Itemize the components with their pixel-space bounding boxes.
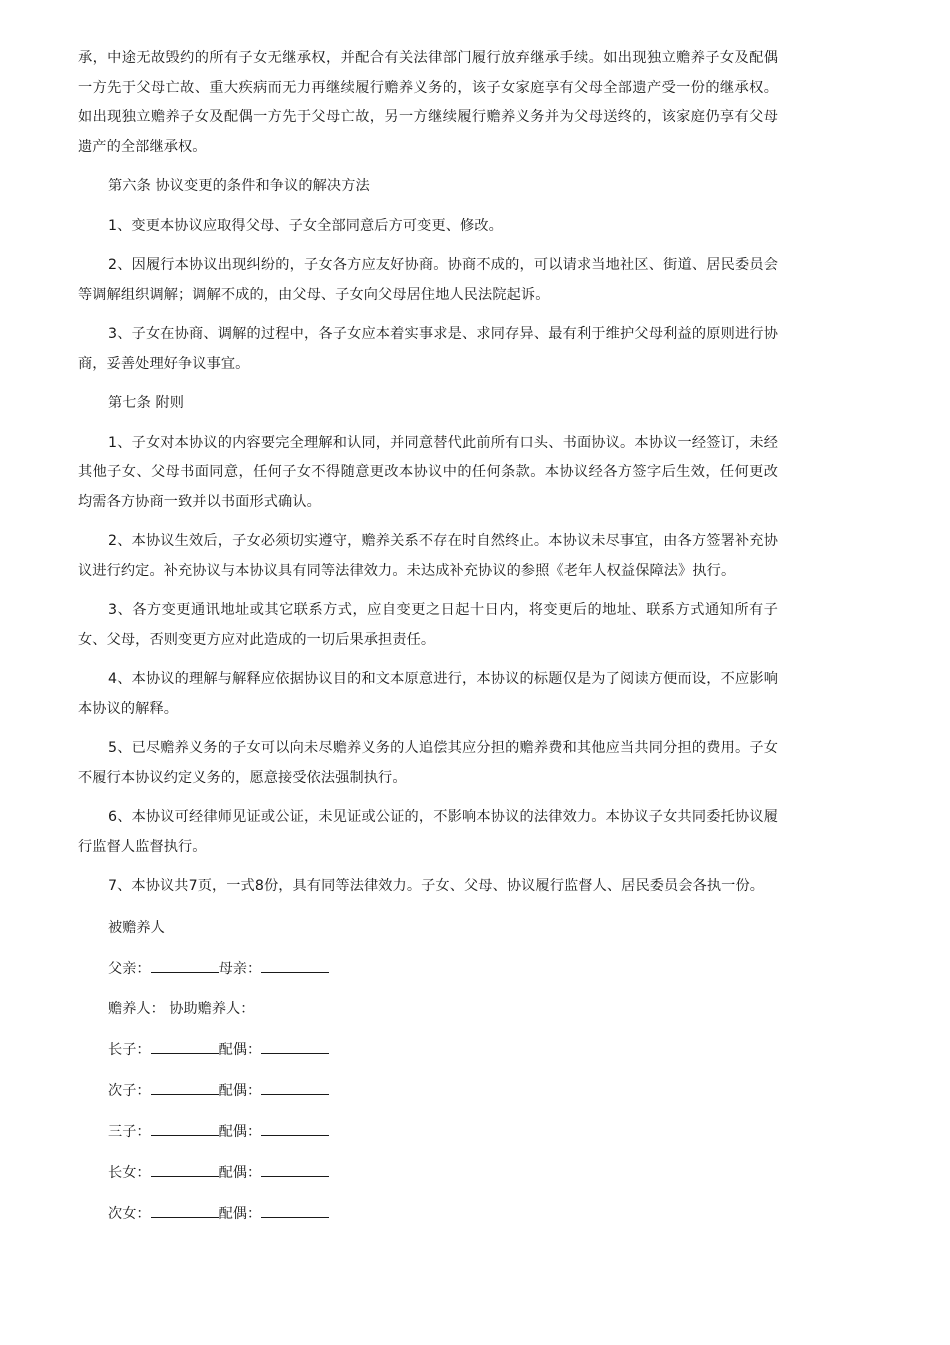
spouse-label: 配偶： (218, 1205, 262, 1222)
article-seven-clause-3: 3、各方变更通讯地址或其它联系方式，应自变更之日起十日内，将变更后的地址、联系方式通知所有子女、父母，否则变更方应对此造成的一切后果承担责任。 (78, 602, 778, 648)
article-six-heading: 第六条 协议变更的条件和争议的解决方法 (108, 178, 370, 194)
article-seven-clause-5: 5、已尽赡养义务的子女可以向未尽赡养义务的人追偿其应分担的赡养费和其他应当共同分担的费用。子女不履行本协议约定义务的，愿意接受依法强制执行。 (78, 740, 778, 786)
spouse-label: 配偶： (218, 1041, 262, 1058)
father-label: 父亲： (108, 960, 151, 977)
spouse-label: 配偶： (218, 1164, 262, 1181)
third-son-signature-blank (151, 1121, 219, 1136)
signature-row-second-daughter (108, 1203, 778, 1224)
article-seven-clause-2: 2、本协议生效后，子女必须切实遵守，赡养关系不存在时自然终止。本协议未尽事宜，由各方签署补充协议进行约定。补充协议与本协议具有同等法律效力。未达成补充协议的参照《老年人权益保障法》执行。 (78, 533, 778, 579)
signature-row-eldest-daughter (108, 1162, 778, 1183)
eldest-daughter-signature-blank (151, 1162, 219, 1177)
spouse-signature-blank (261, 1039, 329, 1054)
second-son-signature-blank (151, 1080, 219, 1095)
spouse-label: 配偶： (218, 1082, 262, 1099)
article-six-clause-2: 2、因履行本协议出现纠纷的，子女各方应友好协商。协商不成的，可以请求当地社区、街道、居民委员会等调解组织调解；调解不成的，由父母、子女向父母居住地人民法院起诉。 (78, 257, 778, 303)
article-seven-clause-6: 6、本协议可经律师见证或公证，未见证或公证的，不影响本协议的法律效力。本协议子女共同委托协议履行监督人监督执行。 (78, 809, 778, 855)
father-signature-blank (151, 958, 219, 973)
supported-persons-label: 被赡养人 (108, 919, 165, 936)
eldest-son-signature-blank (151, 1039, 219, 1054)
second-daughter-label: 次女： (108, 1205, 151, 1222)
signature-row-eldest-son (108, 1039, 778, 1060)
second-son-label: 次子： (108, 1082, 151, 1099)
spouse-signature-blank (261, 1080, 329, 1095)
parents-signature-line (108, 958, 778, 979)
assistant-supporter-label: 协助赡养人： (169, 1000, 255, 1017)
article-six-clause-1: 1、变更本协议应取得父母、子女全部同意后方可变更、修改。 (108, 217, 503, 234)
article-seven-clause-4: 4、本协议的理解与解释应依据协议目的和文本原意进行，本协议的标题仅是为了阅读方便而设，不应影响本协议的解释。 (78, 671, 778, 717)
supporter-label: 赡养人： (108, 1000, 165, 1017)
supported-persons-heading (108, 918, 778, 938)
document-page (78, 44, 778, 1244)
article-seven-clause-1: 1、子女对本协议的内容要完全理解和认同，并同意替代此前所有口头、书面协议。本协议一经签订，未经其他子女、父母书面同意，任何子女不得随意更改本协议中的任何条款。本协议经各方签字后生效，任何更改均需各方协商一致并以书面形式确认。 (78, 434, 778, 510)
article-six-clause-3: 3、子女在协商、调解的过程中，各子女应本着实事求是、求同存异、最有利于维护父母利益的原则进行协商，妥善处理好争议事宜。 (78, 326, 778, 372)
eldest-daughter-label: 长女： (108, 1164, 151, 1181)
spouse-signature-blank (261, 1121, 329, 1136)
third-son-label: 三子： (108, 1123, 151, 1140)
paragraph-continuation: 承，中途无故毁约的所有子女无继承权，并配合有关法律部门履行放弃继承手续。如出现独立赡养子女及配偶一方先于父母亡故、重大疾病而无力再继续履行赡养义务的，该子女家庭享有父母全部遗产受一份的继承权。如出现独立赡养子女及配偶一方先于父母亡故，另一方继续履行赡养义务并为父母送终的，该家庭仍享有父母遗产的全部继承权。 (78, 50, 778, 155)
mother-signature-blank (261, 958, 329, 973)
spouse-signature-blank (261, 1162, 329, 1177)
second-daughter-signature-blank (151, 1203, 219, 1218)
eldest-son-label: 长子： (108, 1041, 151, 1058)
spouse-signature-blank (261, 1203, 329, 1218)
signature-row-third-son (108, 1121, 778, 1142)
spouse-label: 配偶： (218, 1123, 262, 1140)
article-seven-heading: 第七条 附则 (108, 395, 185, 411)
article-seven-clause-7: 7、本协议共7页，一式8份，具有同等法律效力。子女、父母、协议履行监督人、居民委员会各执一份。 (108, 878, 765, 894)
mother-label: 母亲： (218, 960, 262, 977)
signature-row-second-son (108, 1080, 778, 1101)
supporters-heading (108, 999, 778, 1019)
